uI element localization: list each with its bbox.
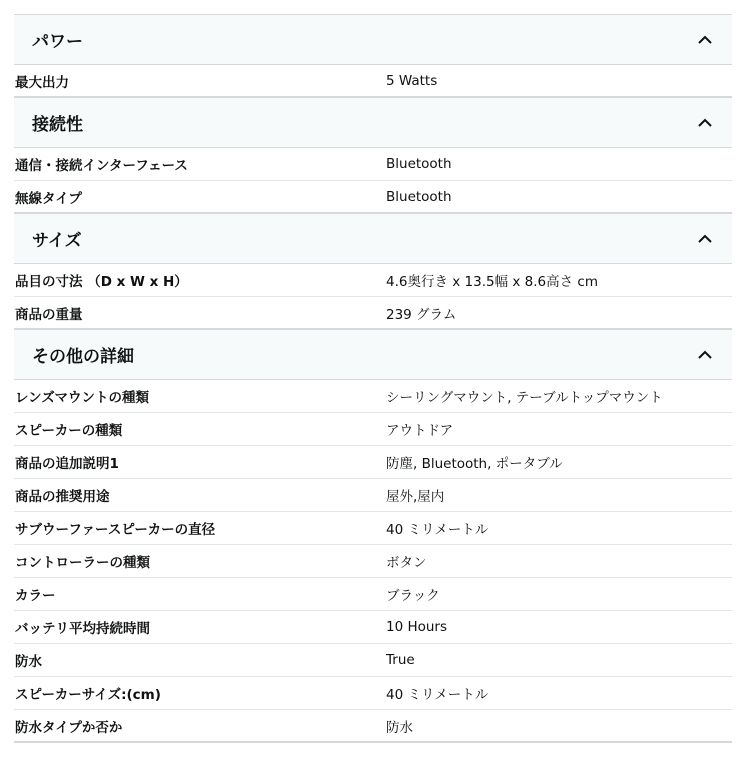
spec-label: 商品の推奨用途: [15, 489, 110, 505]
spec-row: [14, 413, 732, 446]
chevron-up-icon[interactable]: [696, 114, 714, 132]
spec-label: 防水タイプか否か: [15, 719, 123, 736]
spec-value: 10 Hours: [386, 619, 448, 635]
spec-value: Bluetooth: [386, 188, 452, 205]
section-header-power[interactable]: [14, 15, 732, 65]
spec-row: [14, 181, 732, 214]
spec-row: [14, 65, 732, 98]
spec-label: 通信・接続インターフェース: [15, 158, 188, 174]
spec-row: [14, 578, 732, 611]
spec-value: ブラック: [386, 588, 440, 604]
spec-value: 防塵, Bluetooth, ポータブル: [386, 456, 563, 472]
spec-label: カラー: [15, 588, 56, 604]
spec-row: [14, 148, 732, 181]
spec-value: シーリングマウント, テーブルトップマウント: [386, 390, 663, 406]
section-header-size[interactable]: [14, 214, 732, 264]
spec-value: True: [386, 652, 415, 668]
spec-row: [14, 380, 732, 413]
spec-label: コントローラーの種類: [15, 555, 150, 571]
spec-label: バッテリ平均持続時間: [15, 621, 150, 637]
spec-row: [14, 264, 732, 297]
spec-label: 品目の寸法 （D x W x H）: [15, 274, 188, 290]
section-other-details: [14, 330, 732, 743]
spec-label: 商品の重量: [15, 306, 83, 323]
spec-row: [14, 644, 732, 677]
spec-value: 4.6奥行き x 13.5幅 x 8.6高さ cm: [386, 274, 599, 290]
section-header-connectivity[interactable]: [14, 98, 732, 148]
spec-value: 屋外,屋内: [386, 489, 445, 505]
product-spec-table: [14, 14, 732, 743]
spec-row: [14, 611, 732, 644]
spec-row: [14, 297, 732, 330]
spec-row: [14, 710, 732, 743]
spec-value: 40 ミリメートル: [386, 687, 489, 703]
section-connectivity: [14, 98, 732, 214]
spec-value: ボタン: [386, 555, 427, 571]
spec-value: 5 Watts: [386, 72, 438, 89]
section-size: [14, 214, 732, 330]
chevron-up-icon[interactable]: [696, 346, 714, 364]
spec-label: スピーカーの種類: [15, 423, 123, 439]
spec-label: サブウーファースピーカーの直径: [15, 522, 216, 538]
section-title: その他の詳細: [32, 347, 134, 367]
spec-row: [14, 446, 732, 479]
spec-value: 防水: [386, 719, 413, 736]
spec-value: 239 グラム: [386, 306, 457, 323]
section-title: 接続性: [32, 115, 83, 135]
spec-row: [14, 677, 732, 710]
section-power: [14, 15, 732, 98]
spec-label: 最大出力: [15, 74, 69, 91]
section-header-other-details[interactable]: [14, 330, 732, 380]
section-title: サイズ: [32, 231, 82, 251]
section-title: パワー: [32, 32, 83, 52]
spec-row: [14, 479, 732, 512]
spec-label: レンズマウントの種類: [15, 390, 149, 406]
chevron-up-icon[interactable]: [696, 230, 714, 248]
chevron-up-icon[interactable]: [696, 31, 714, 49]
spec-row: [14, 545, 732, 578]
spec-row: [14, 512, 732, 545]
spec-label: 商品の追加説明1: [15, 456, 119, 472]
spec-label: 防水: [15, 654, 42, 670]
spec-value: Bluetooth: [386, 156, 452, 172]
spec-label: 無線タイプ: [15, 190, 82, 207]
spec-value: 40 ミリメートル: [386, 522, 489, 538]
spec-label: スピーカーサイズ:(cm): [15, 687, 161, 703]
spec-value: アウトドア: [386, 423, 454, 439]
